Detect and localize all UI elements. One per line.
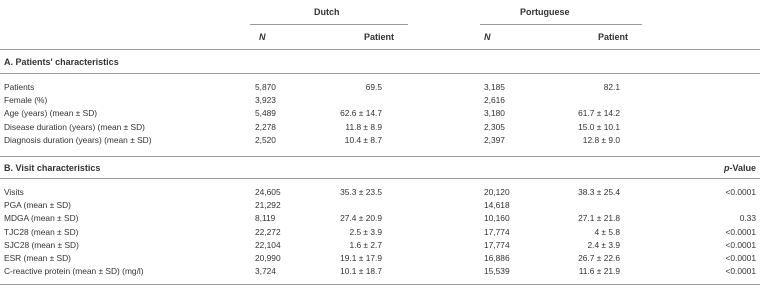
pvalue-cell: <0.0001 [725,239,756,250]
row-label: Patients [4,82,35,92]
portuguese-patient-cell: 4 ± 5.8 [594,226,620,237]
dutch-n-cell: 22,272 [255,226,281,237]
dutch-n-cell: 22,104 [255,239,281,250]
rule-below-section-b-title [0,178,760,179]
dutch-patient-cell: 2.5 ± 3.9 [349,226,382,237]
dutch-patient-cell: 69.5 [365,82,382,92]
dutch-patient-cell: 10.1 ± 18.7 [340,266,382,277]
table-row [0,135,760,146]
section-title-patients: A. Patients' characteristics [4,57,119,67]
pvalue-cell: <0.0001 [725,266,756,277]
row-label: Visits [4,187,24,197]
table-row [0,95,760,106]
table-row [0,253,760,264]
portuguese-patient-cell: 82.1 [603,82,620,92]
rule-below-section-a-title [0,73,760,74]
portuguese-n-cell: 14,618 [484,200,510,211]
dutch-n-cell: 8,119 [255,213,276,224]
rule-below-header [0,49,760,50]
table-bottom-rule [0,284,760,285]
table-row [0,227,760,238]
portuguese-patient-cell: 15.0 ± 10.1 [578,121,620,132]
table-row [0,266,760,277]
pvalue-cell: <0.0001 [725,253,756,263]
dutch-patient-cell: 35.3 ± 23.5 [340,187,382,197]
portuguese-n-cell: 16,886 [484,253,510,263]
portuguese-n-cell: 2,616 [484,95,505,106]
portuguese-patient-cell: 26.7 ± 22.6 [578,253,620,263]
rule-above-section-b [0,156,760,157]
table-row [0,108,760,119]
group-label-portuguese: Portuguese [520,7,570,17]
dutch-patient-cell: 11.8 ± 8.9 [345,121,382,132]
col-header-pvalue: p-Value [723,163,756,173]
portuguese-patient-cell: 11.6 ± 21.9 [578,266,620,277]
row-label: TJC28 (mean ± SD) [4,226,79,237]
row-label: ESR (mean ± SD) [4,253,71,263]
table-row [0,200,760,211]
portuguese-patient-cell: 2.4 ± 3.9 [587,239,620,250]
portuguese-n-cell: 10,160 [484,213,510,224]
portuguese-n-cell: 15,539 [484,266,510,277]
row-label: MDGA (mean ± SD) [4,213,79,224]
col-header-portuguese-patient: Patient [598,32,629,42]
portuguese-n-cell: 2,397 [484,134,505,145]
portuguese-n-cell: 3,180 [484,108,505,119]
table-row [0,187,760,198]
dutch-n-cell: 2,520 [255,134,276,145]
table-row [0,122,760,133]
dutch-n-cell: 21,292 [255,200,281,211]
pvalue-cell: <0.0001 [725,226,756,237]
row-label: C-reactive protein (mean ± SD) (mg/l) [4,266,144,277]
dutch-patient-cell: 10.4 ± 8.7 [344,134,382,145]
dutch-n-cell: 5,870 [255,82,276,92]
col-header-dutch-patient: Patient [364,32,395,42]
col-header-dutch-n: N [259,32,266,42]
table-row [0,213,760,224]
dutch-n-cell: 2,278 [255,121,276,132]
table-row [0,82,760,93]
portuguese-patient-cell: 27.1 ± 21.8 [578,213,620,224]
portuguese-n-cell: 17,774 [484,239,510,250]
dutch-n-cell: 3,724 [255,266,276,277]
portuguese-patient-cell: 38.3 ± 25.4 [578,187,620,197]
row-label: SJC28 (mean ± SD) [4,239,79,250]
portuguese-patient-cell: 61.7 ± 14.2 [578,108,620,119]
group-underline-portuguese [480,24,642,25]
portuguese-n-cell: 2,305 [484,121,505,132]
portuguese-patient-cell: 12.8 ± 9.0 [582,134,620,145]
dutch-patient-cell: 62.6 ± 14.7 [340,108,382,119]
pvalue-cell: <0.0001 [725,187,756,197]
dutch-patient-cell: 1.6 ± 2.7 [349,239,382,250]
group-label-dutch: Dutch [314,7,340,17]
row-label: PGA (mean ± SD) [4,200,71,211]
dutch-patient-cell: 19.1 ± 17.9 [340,253,382,263]
dutch-n-cell: 24,605 [255,187,281,197]
row-label: Age (years) (mean ± SD) [4,108,98,119]
table-row [0,240,760,251]
row-label: Disease duration (years) (mean ± SD) [4,121,145,132]
dutch-n-cell: 5,489 [255,108,276,119]
dutch-n-cell: 3,923 [255,95,276,106]
group-underline-dutch [250,24,408,25]
portuguese-n-cell: 20,120 [484,187,510,197]
dutch-n-cell: 20,990 [255,253,281,263]
row-label: Diagnosis duration (years) (mean ± SD) [4,134,152,145]
dutch-patient-cell: 27.4 ± 20.9 [340,213,382,224]
section-title-visits: B. Visit characteristics [4,163,101,173]
col-header-portuguese-n: N [484,32,491,42]
pvalue-cell: 0.33 [739,213,756,224]
row-label: Female (%) [4,95,48,106]
portuguese-n-cell: 17,774 [484,226,510,237]
portuguese-n-cell: 3,185 [484,82,505,92]
